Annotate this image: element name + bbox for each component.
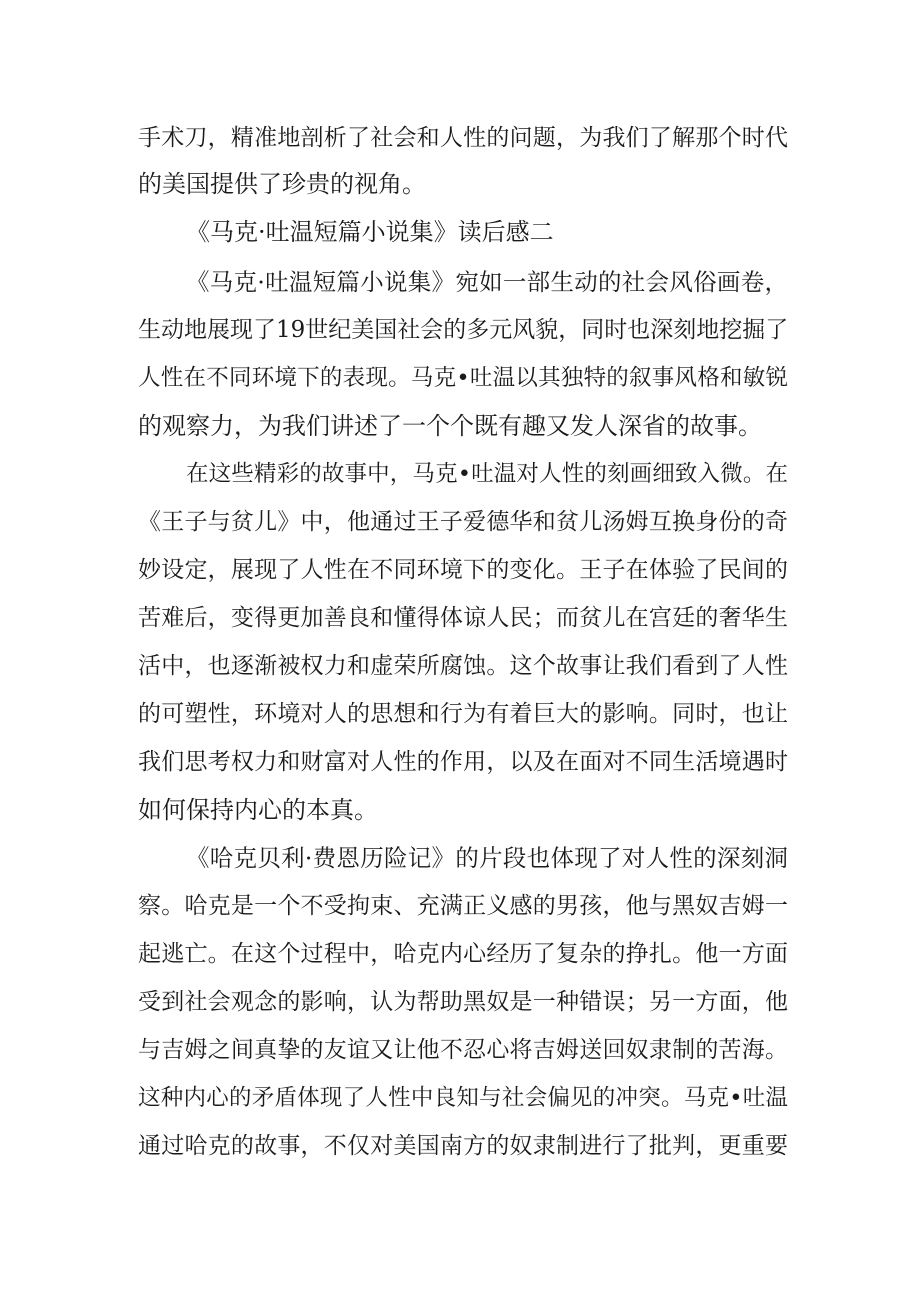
text-line: 人性在不同环境下的表现。马克•吐温以其独特的叙事风格和敏锐 xyxy=(138,365,788,391)
text-line: 察。哈克是一个不受拘束、充满正义感的男孩，他与黑奴吉姆一 xyxy=(138,893,788,919)
text-line: 与吉姆之间真挚的友谊又让他不忍心将吉姆送回奴隶制的苦海。 xyxy=(138,1037,788,1063)
text-line: 的观察力，为我们讲述了一个个既有趣又发人深省的故事。 xyxy=(138,412,762,440)
text-line: 《马克·吐温短篇小说集》宛如一部生动的社会风俗画卷， xyxy=(186,268,788,296)
text-line: 受到社会观念的影响，认为帮助黑奴是一种错误；另一方面，他 xyxy=(138,989,788,1015)
text-line: 通过哈克的故事，不仅对美国南方的奴隶制进行了批判，更重要 xyxy=(138,1133,788,1159)
text-line: 手术刀，精准地剖析了社会和人性的问题，为我们了解那个时代 xyxy=(138,125,788,151)
text-line: 妙设定，展现了人性在不同环境下的变化。王子在体验了民间的 xyxy=(138,557,788,583)
text-line: 的美国提供了珍贵的视角。 xyxy=(138,170,426,198)
text-line: 生动地展现了19世纪美国社会的多元风貌，同时也深刻地挖掘了 xyxy=(138,317,788,343)
text-line: 苦难后，变得更加善良和懂得体谅人民；而贫儿在宫廷的奢华生 xyxy=(138,605,788,631)
text-line: 这种内心的矛盾体现了人性中良知与社会偏见的冲突。马克•吐温 xyxy=(138,1085,788,1111)
text-line: 我们思考权力和财富对人性的作用，以及在面对不同生活境遇时 xyxy=(138,749,788,775)
text-line: 在这些精彩的故事中，马克•吐温对人性的刻画细致入微。在 xyxy=(186,461,788,487)
text-line: 活中，也逐渐被权力和虚荣所腐蚀。这个故事让我们看到了人性 xyxy=(138,653,788,679)
section-heading: 《马克·吐温短篇小说集》读后感二 xyxy=(186,218,554,246)
text-line: 《王子与贫儿》中，他通过王子爱德华和贫儿汤姆互换身份的奇 xyxy=(138,509,788,535)
text-line: 《哈克贝利·费恩历险记》的片段也体现了对人性的深刻洞 xyxy=(186,844,788,872)
text-line: 如何保持内心的本真。 xyxy=(138,796,378,824)
text-line: 起逃亡。在这个过程中，哈克内心经历了复杂的挣扎。他一方面 xyxy=(138,941,788,967)
text-line: 的可塑性，环境对人的思想和行为有着巨大的影响。同时，也让 xyxy=(138,701,788,727)
